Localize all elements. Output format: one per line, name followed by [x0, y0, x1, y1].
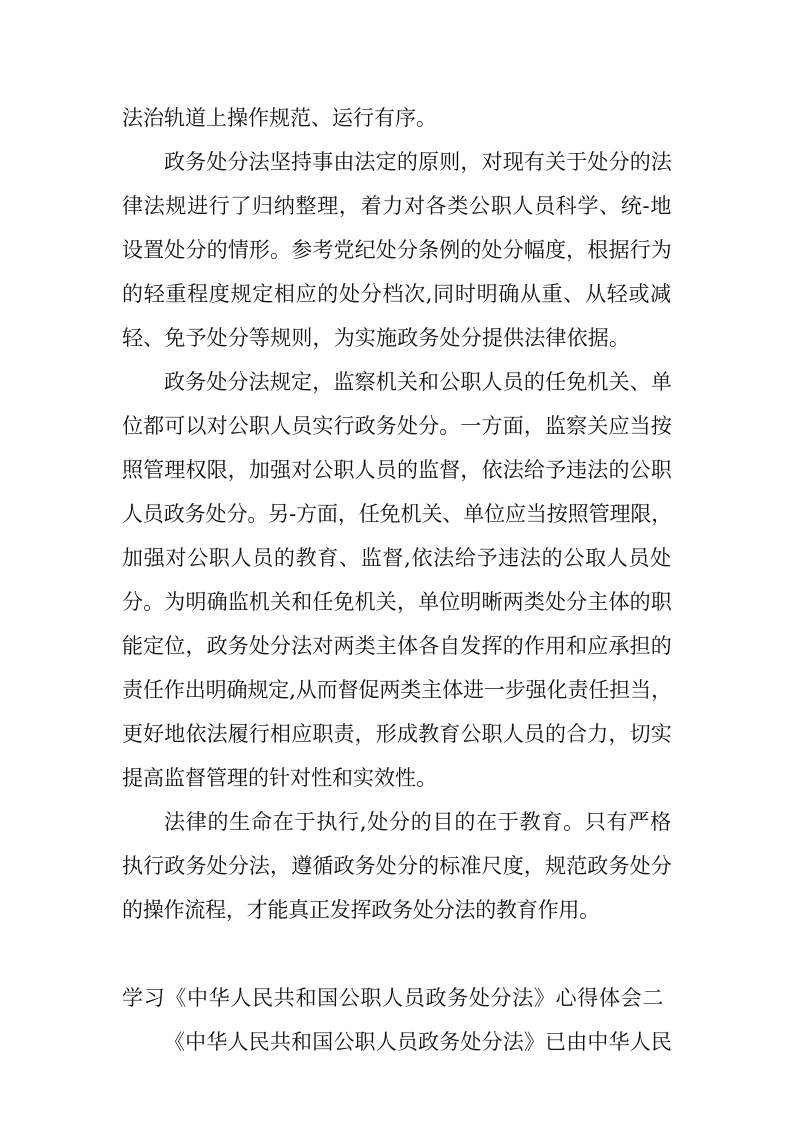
text-line [0, 585, 794, 619]
line-text: 分。为明确监机关和任免机关，单位明晰两类处分主体的职 [122, 590, 672, 614]
line-text: 更好地依法履行相应职责，形成教育公职人员的合力，切实 [122, 722, 672, 746]
text-line [0, 717, 794, 751]
text-line [0, 409, 794, 443]
text-line [0, 1025, 794, 1059]
text-line [0, 673, 794, 707]
line-text: 执行政务处分法，遵循政务处分的标准尺度，规范政务处分 [122, 854, 672, 878]
text-line [0, 805, 794, 839]
text-line [0, 453, 794, 487]
line-text: 法治轨道上操作规范、运行有序。 [122, 106, 437, 130]
text-line [0, 849, 794, 883]
line-text: 政务处分法坚持事由法定的原则，对现有关于处分的法 [164, 150, 673, 174]
line-text: 设置处分的情形。参考党纪处分条例的处分幅度，根据行为 [122, 238, 672, 262]
line-text: 的操作流程，才能真正发挥政务处分法的教育作用。 [122, 898, 600, 922]
text-line [0, 541, 794, 575]
line-text: 的轻重程度规定相应的处分档次,同时明确从重、从轻或减 [122, 282, 672, 306]
text-line [0, 497, 794, 531]
text-line [0, 277, 794, 311]
line-text: 律法规进行了归纳整理，着力对各类公职人员科学、统-地 [122, 194, 673, 218]
line-text: 法律的生命在于执行,处分的目的在于教育。只有严格 [164, 810, 672, 834]
text-line [0, 233, 794, 267]
line-text: 提高监督管理的针对性和实效性。 [122, 766, 437, 790]
line-text: 轻、免予处分等规则，为实施政务处分提供法律依据。 [122, 326, 631, 350]
text-line [0, 629, 794, 663]
text-line [0, 365, 794, 399]
line-text: 位都可以对公职人员实行政务处分。一方面，监察关应当按 [122, 414, 672, 438]
section-heading [0, 981, 794, 1015]
line-text: 《中华人民共和国公职人员政务处分法》已由中华人民 [164, 1030, 673, 1054]
text-line [0, 101, 794, 135]
text-line [0, 189, 794, 223]
line-text: 加强对公职人员的教育、监督,依法给予违法的公取人员处 [122, 546, 672, 570]
line-text: 能定位，政务处分法对两类主体各自发挥的作用和应承担的 [122, 634, 672, 658]
text-line [0, 893, 794, 927]
line-text: 学习《中华人民共和国公职人员政务处分法》心得体会二 [122, 986, 664, 1010]
text-line [0, 761, 794, 795]
line-text: 政务处分法规定，监察机关和公职人员的任免机关、单 [164, 370, 673, 394]
text-line [0, 145, 794, 179]
text-line [0, 321, 794, 355]
line-text: 照管理权限，加强对公职人员的监督，依法给予违法的公职 [122, 458, 672, 482]
line-text: 人员政务处分。另-方面，任免机关、单位应当按照管理限， [122, 502, 673, 526]
line-text: 责任作出明确规定,从而督促两类主体进一步强化责任担当， [122, 678, 672, 702]
